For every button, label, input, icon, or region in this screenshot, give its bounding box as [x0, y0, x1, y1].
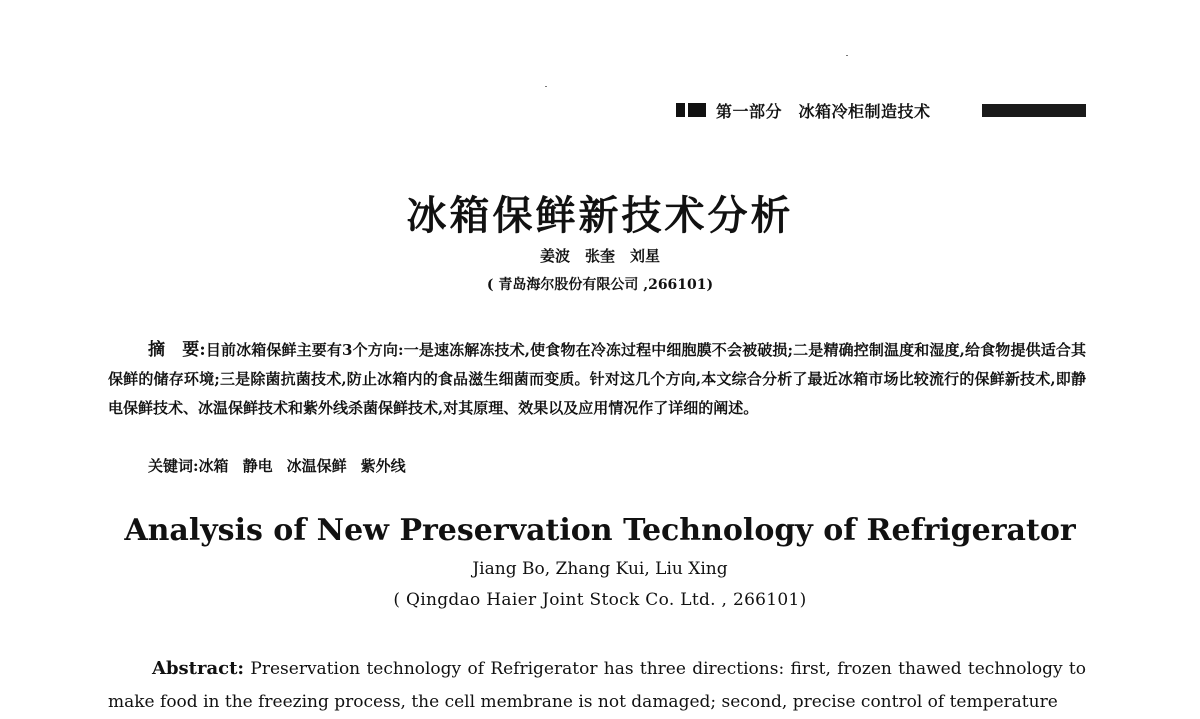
chinese-abstract-label: 摘 要:	[148, 340, 206, 360]
scan-speck	[846, 55, 848, 56]
chinese-affiliation: ( 青岛海尔股份有限公司 ,266101)	[486, 277, 714, 293]
chinese-title: 冰箱保鲜新技术分析	[406, 192, 794, 239]
chinese-authors: 姜波 张奎 刘星	[539, 247, 660, 265]
chinese-keywords	[148, 455, 420, 476]
keyword: 紫外线	[360, 457, 406, 475]
section-header: 第一部分 冰箱冷柜制造技术	[716, 102, 931, 121]
english-abstract-text: Preservation technology of Refrigerator has three directions: first, frozen thawed technology to make food in the freezing process, the cell membrane is not damaged; second, precise control of temperature	[108, 659, 1086, 712]
english-authors: Jiang Bo, Zhang Kui, Liu Xing	[472, 559, 728, 579]
english-title: Analysis of New Preservation Technology of Refrigerator	[124, 513, 1076, 548]
header-marker-blocks	[676, 103, 712, 117]
english-affiliation: ( Qingdao Haier Joint Stock Co. Ltd. , 266101)	[393, 590, 807, 610]
english-abstract-label: Abstract:	[152, 658, 245, 679]
keyword: 冰温保鲜	[286, 457, 347, 475]
header-bar	[982, 104, 1086, 117]
scan-speck	[545, 86, 547, 87]
keywords-label: 关键词:	[148, 457, 199, 475]
chinese-abstract-text: 目前冰箱保鲜主要有3个方向:一是速冻解冻技术,使食物在冷冻过程中细胞膜不会被破损;二是精确控制温度和湿度,给食物提供适合其保鲜的储存环境;三是除菌抗菌技术,防止冰箱内的食品滋生细菌而变质。针对这几个方向,本文综合分析了最近冰箱市场比较流行的保鲜新技术,即静电保鲜技术、冰温保鲜技术和紫外线杀菌保鲜技术,对其原理、效果以及应用情况作了详细的阐述。	[108, 341, 1086, 417]
chinese-abstract	[108, 336, 1086, 423]
english-abstract	[108, 652, 1086, 719]
keyword: 冰箱	[198, 457, 229, 475]
keyword: 静电	[242, 457, 273, 475]
